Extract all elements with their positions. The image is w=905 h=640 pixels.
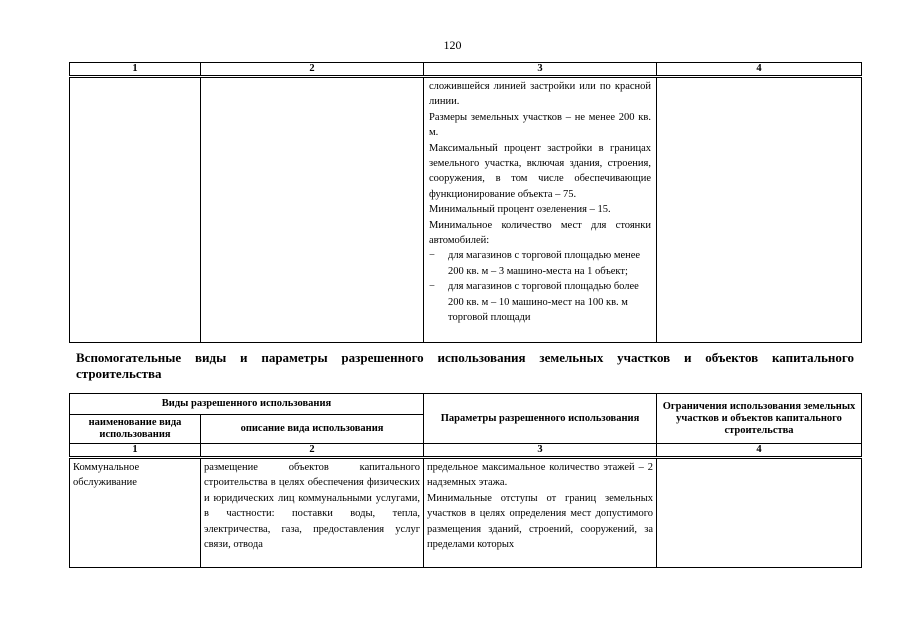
parameters-text xyxy=(427,460,653,566)
dash-bullet: − xyxy=(429,250,435,262)
parameter-paragraph: Максимальный процент застройки в границах земельного участка, включая здания, строения, сооружения, в том числе обеспечивающие функционирование объекта – 75. xyxy=(429,142,651,200)
list-item xyxy=(429,279,651,325)
column-number: 3 xyxy=(424,444,657,458)
parameter-paragraph: Минимальный процент озеленения – 15. xyxy=(429,204,611,216)
header-parameters: Параметры разрешенного использования xyxy=(424,394,657,444)
parameter-paragraph: Размеры земельных участков – не менее 200 кв. м. xyxy=(429,111,651,139)
column-number: 2 xyxy=(201,63,424,77)
column-number-row xyxy=(70,63,862,77)
parameter-paragraph: предельное максимальное количество этажей – 2 надземных этажа. xyxy=(427,462,654,489)
list-item xyxy=(429,248,651,279)
section-heading: Вспомогательные виды и параметры разрешенного использования земельных участков и объектов капитального строительства xyxy=(76,350,854,381)
use-name: Коммунальное обслуживание xyxy=(73,462,140,489)
auxiliary-uses-table xyxy=(69,393,862,568)
column-number: 1 xyxy=(70,444,201,458)
header-row xyxy=(70,394,862,415)
use-description-cell xyxy=(201,458,424,568)
column-number-row xyxy=(70,444,862,458)
header-group-uses: Виды разрешенного использования xyxy=(70,394,424,415)
column-number: 1 xyxy=(70,63,201,77)
column-number: 4 xyxy=(657,444,862,458)
column-number: 3 xyxy=(424,63,657,77)
continued-table xyxy=(69,62,862,343)
header-use-name: наименование вида использования xyxy=(70,415,201,444)
empty-cell xyxy=(70,77,201,343)
parameters-cell xyxy=(424,77,657,343)
header-use-description: описание вида использования xyxy=(201,415,424,444)
header-limitations: Ограничения использования земельных участков и объектов капитального строительства xyxy=(657,394,862,444)
column-number: 2 xyxy=(201,444,424,458)
use-name-cell xyxy=(70,458,201,568)
parameters-cell xyxy=(424,458,657,568)
table-row xyxy=(70,458,862,568)
list-item-text: для магазинов с торговой площадью менее 200 кв. м – 3 машино-места на 1 объект; xyxy=(448,250,641,277)
dash-bullet: − xyxy=(429,281,435,293)
parameter-paragraph: Минимальные отступы от границ земельных участков в целях определения мест допустимого размещения зданий, строений, сооружений, за пределами которых xyxy=(427,492,654,551)
table-row xyxy=(70,77,862,343)
parameter-paragraph: Минимальное количество мест для стоянки автомобилей: xyxy=(429,219,651,247)
column-number: 4 xyxy=(657,63,862,77)
empty-cell xyxy=(657,458,862,568)
empty-cell xyxy=(657,77,862,343)
empty-cell xyxy=(201,77,424,343)
list-item-text: для магазинов с торговой площадью более 200 кв. м – 10 машино-мест на 100 кв. м торговой площади xyxy=(448,281,639,324)
parameter-paragraph: сложившейся линией застройки или по красной линии. xyxy=(429,81,651,108)
use-description: размещение объектов капитального строительства в целях обеспечения физических и юридических лиц коммунальными услугами, в частности: поставки воды, тепла, электричества, газа, предоставления услуг связи, отвода xyxy=(204,462,421,551)
page-number: 120 xyxy=(443,38,462,52)
